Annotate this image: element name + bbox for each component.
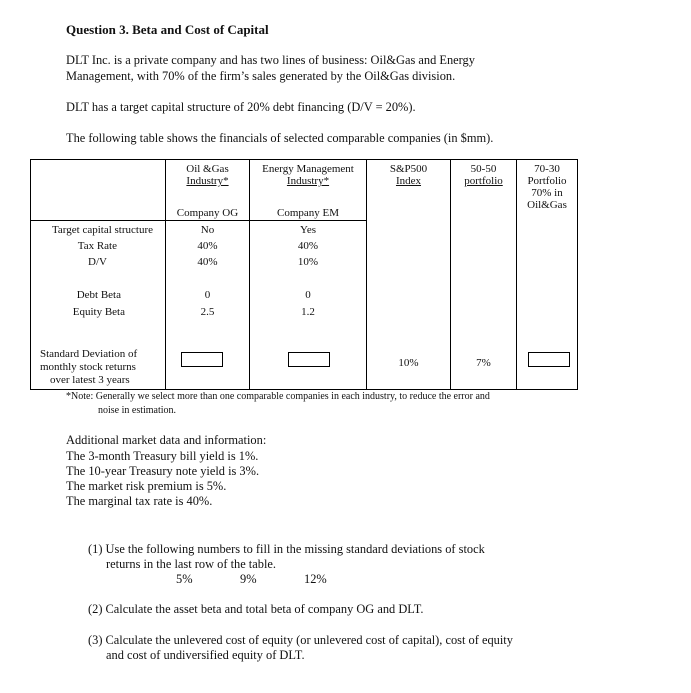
em-target: Yes [299, 224, 316, 236]
table-intro-text: The following table shows the financials of selected comparable companies (in $mm). [66, 131, 494, 145]
intro-line-2: Management, with 70% of the firm’s sales generated by the Oil&Gas division. [66, 69, 456, 83]
col-divider-3 [366, 159, 367, 390]
q1-number-2: 9% [240, 572, 257, 586]
header-7030 [517, 163, 577, 211]
table-note-line-1: *Note: Generally we select more than one comparable companies in each industry, to reduce the error and [66, 391, 490, 402]
q1-number-1: 5% [176, 572, 193, 586]
og-tax: 40% [197, 240, 218, 252]
em-dv: 10% [297, 256, 319, 268]
label-debt-beta: Debt Beta [76, 289, 121, 301]
header-energy-line-1: Energy Management [262, 163, 354, 175]
em-equity-beta: 1.2 [301, 306, 315, 318]
og-target: No [200, 224, 215, 236]
table-left-border [30, 159, 31, 390]
col-divider-2 [249, 159, 250, 390]
company-og: Company OG [176, 207, 239, 219]
additional-heading: Additional market data and information: [66, 433, 267, 447]
em-tax: 40% [297, 240, 319, 252]
header-sp500-line-1: S&P500 [389, 163, 428, 175]
header-energy [250, 163, 366, 187]
header-7030-line-4: Oil&Gas [527, 199, 567, 211]
header-sp500-line-2: Index [395, 175, 422, 187]
header-oil-gas-line-2: Industry* [186, 175, 229, 187]
additional-item-2: The 10-year Treasury note yield is 3%. [66, 464, 260, 478]
table-right-border [577, 159, 578, 390]
header-oil-gas [166, 163, 249, 187]
label-std-line-3: over latest 3 years [50, 374, 130, 386]
question-1-line-2: returns in the last row of the table. [106, 557, 276, 571]
question-3-line-2: and cost of undiversified equity of DLT. [106, 648, 305, 662]
header-5050-line-1: 50-50 [470, 163, 497, 175]
p7030-std-input-box[interactable] [528, 352, 570, 367]
header-sp500 [367, 163, 450, 187]
company-row-underline [31, 220, 366, 221]
additional-item-1: The 3-month Treasury bill yield is 1%. [66, 449, 259, 463]
em-std-input-box[interactable] [288, 352, 330, 367]
col-divider-4 [450, 159, 451, 390]
label-std-line-1: Standard Deviation of [40, 348, 138, 360]
capital-structure-text: DLT has a target capital structure of 20% debt financing (D/V = 20%). [66, 100, 416, 114]
og-dv: 40% [197, 256, 218, 268]
label-dv: D/V [88, 256, 107, 268]
label-std-line-2: monthly stock returns [40, 361, 136, 373]
company-em: Company EM [276, 207, 340, 219]
header-energy-line-2: Industry* [286, 175, 330, 187]
additional-item-4: The marginal tax rate is 40%. [66, 494, 213, 508]
additional-item-3: The market risk premium is 5%. [66, 479, 227, 493]
question-title: Question 3. Beta and Cost of Capital [66, 22, 269, 37]
question-2: (2) Calculate the asset beta and total beta of company OG and DLT. [88, 602, 424, 616]
og-debt-beta: 0 [204, 289, 211, 301]
table-note-line-2: noise in estimation. [98, 405, 177, 416]
table-top-border [30, 159, 577, 160]
em-debt-beta: 0 [305, 289, 311, 301]
label-target-structure: Target capital structure [51, 224, 153, 236]
question-1-line-1: (1) Use the following numbers to fill in the missing standard deviations of stock [88, 542, 485, 556]
header-7030-line-2: Portfolio [527, 175, 567, 187]
header-7030-line-1: 70-30 [534, 163, 560, 175]
og-std-input-box[interactable] [181, 352, 223, 367]
intro-line-1: DLT Inc. is a private company and has two lines of business: Oil&Gas and Energy [66, 53, 475, 67]
header-7030-line-3: 70% in [531, 187, 563, 199]
question-3-line-1: (3) Calculate the unlevered cost of equity (or unlevered cost of capital), cost of equity [88, 633, 513, 647]
col-divider-1 [165, 159, 166, 390]
sp500-std: 10% [398, 357, 419, 369]
q1-number-3: 12% [304, 572, 327, 586]
header-oil-gas-line-1: Oil &Gas [186, 163, 229, 175]
label-std-dev [40, 348, 137, 387]
header-5050 [451, 163, 516, 187]
label-tax-rate: Tax Rate [77, 240, 117, 252]
header-5050-line-2: portfolio [464, 175, 503, 187]
table-bottom-border [30, 389, 577, 390]
p5050-std: 7% [476, 357, 491, 369]
label-equity-beta: Equity Beta [72, 306, 125, 318]
og-equity-beta: 2.5 [200, 306, 215, 318]
